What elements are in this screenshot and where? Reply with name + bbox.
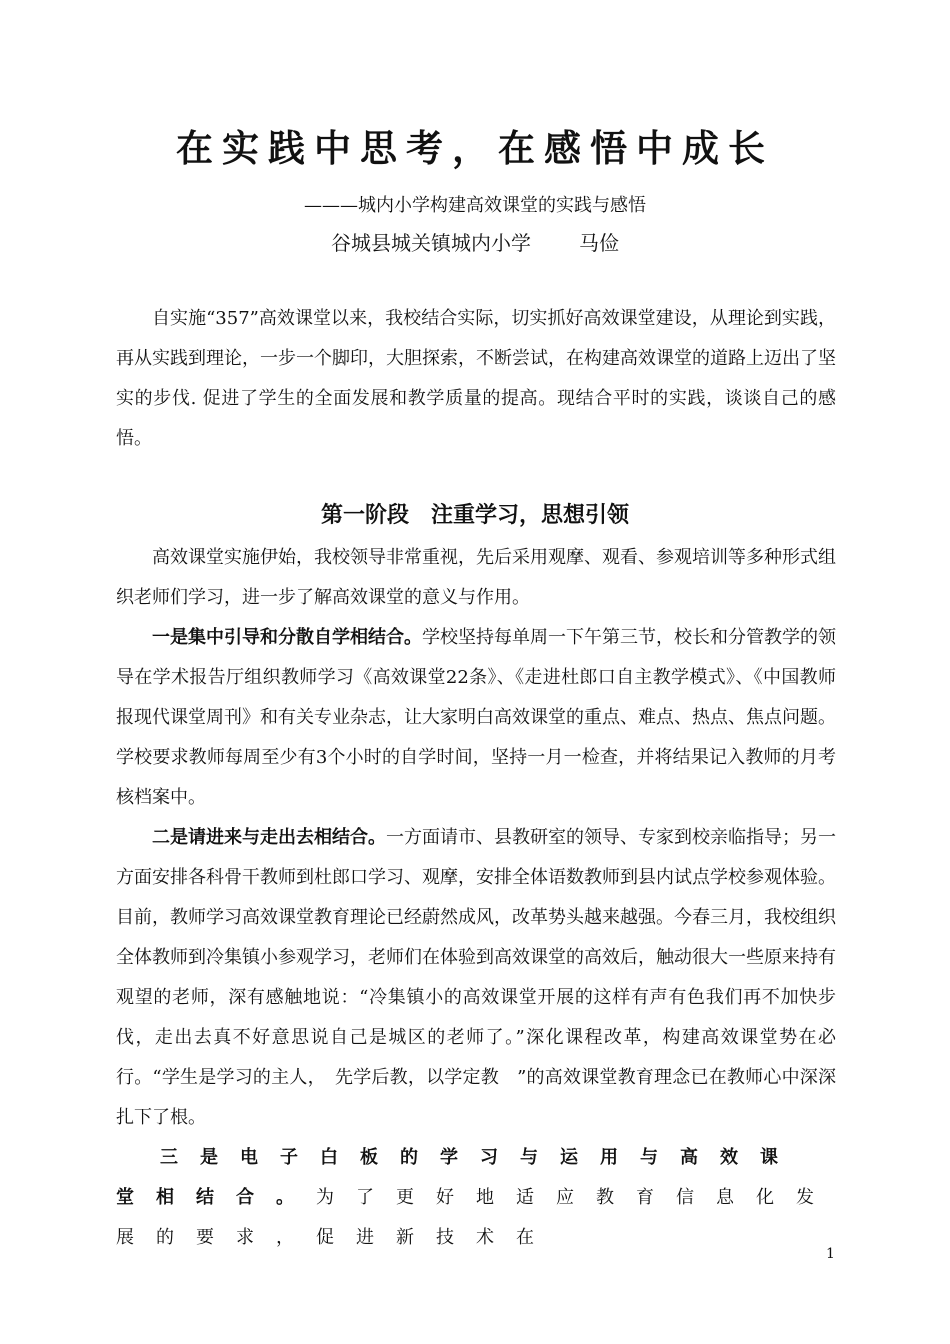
page-number: 1 [826,1246,835,1262]
item-one-lead: 一是集中引导和分散自学相结合。 [152,627,422,648]
document-subtitle: ———城内小学构建高效课堂的实践与感悟 [304,195,646,216]
item-two-lead: 二是请进来与走出去相结合。 [152,827,386,848]
item-one-text: 学校坚持每单周一下午第三节，校长和分管教学的领导在学术报告厅组织教师学习《高效课堂22条》、《走进杜郎口自主教学模式》、《中国教师报现代课堂周刊》和有关专业杂志，让大家明白高效课堂的重点、难点、热点、焦点问题。学校要求教师每周至少有3个小时的自学时间，坚持一月一检查，并将结果记入教师的月考核档案中。 [116,627,836,808]
section-paragraph: 高效课堂实施伊始，我校领导非常重视，先后采用观摩、观看、参观培训等多种形式组织老师们学习，进一步了解高效课堂的意义与作用。 [116,547,836,608]
author-school: 谷城县城关镇城内小学 [331,231,531,255]
author-line [0,228,950,258]
intro-paragraph: 自实施“357”高效课堂以来，我校结合实际，切实抓好高效课堂建设，从理论到实践，再从实践到理论，一步一个脚印，大胆探索，不断尝试，在构建高效课堂的道路上迈出了坚实的步伐. 促进了学生的全面发展和教学质量的提高。现结合平时的实践，谈谈自己的感悟。 [116,308,836,449]
item-two-paragraph [116,818,836,1138]
section-body [116,538,836,1258]
item-three-text: 为了更好地适应教育信息化发展的要求，促进新技术在 [116,1187,836,1248]
author-name: 马俭 [579,231,619,255]
item-three-paragraph [116,1138,836,1258]
item-two-text: 一方面请市、县教研室的领导、专家到校亲临指导；另一方面安排各科骨干教师到杜郎口学习、观摩，安排全体语数教师到县内试点学校参观体验。目前，教师学习高效课堂教育理论已经蔚然成风，改革势头越来越强。今春三月，我校组织全体教师到冷集镇小参观学习，老师们在体验到高效课堂的高效后，触动很大一些原来持有观望的老师，深有感触地说：“冷集镇小的高效课堂开展的这样有声有色我们再不加快步伐，走出去真不好意思说自己是城区的老师了。”深化课程改革，构建高效课堂势在必行。“学生是学习的主人， 先学后教，以学定教 ”的高效课堂教育理念已在教师心中深深扎下了根。 [116,827,836,1128]
item-three-lead: 三是电子白板的学习与运用与高效课堂相结合。 [116,1147,800,1208]
section-heading: 第一阶段 注重学习，思想引领 [320,502,629,528]
document-title: 在实践中思考，在感悟中成长 [176,126,774,170]
item-one-paragraph [116,618,836,818]
intro-section [116,299,836,459]
